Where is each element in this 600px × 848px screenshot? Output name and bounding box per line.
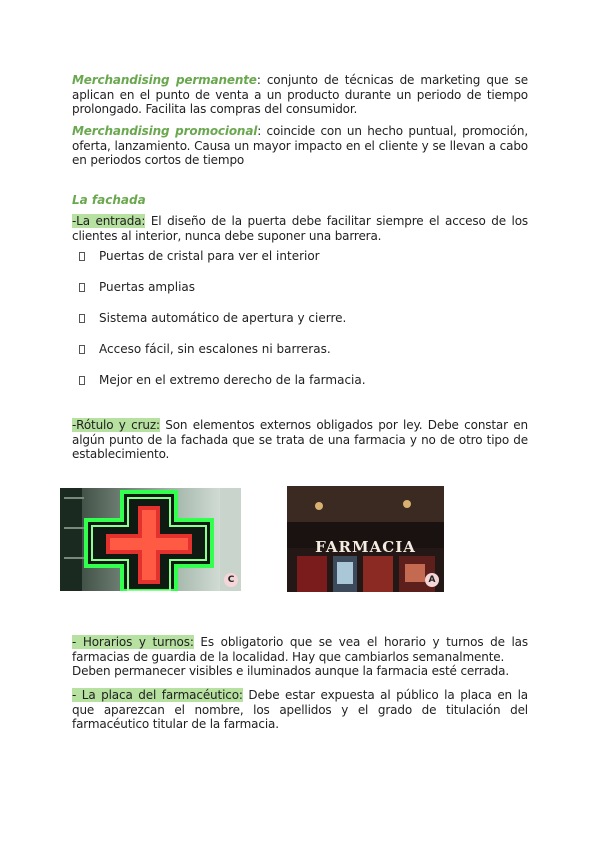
list-item-text: Mejor en el extremo derecho de la farmacia.: [99, 373, 366, 387]
bullet-box-icon: [79, 345, 85, 354]
horarios-text: Es obligatorio que se vea el horario y turnos de las farmacias de guardia de la localidad. Hay que cambiarlos semanalmente.: [72, 635, 528, 664]
merch-promocional-paragraph: [72, 124, 528, 168]
photo-label-a: A: [425, 573, 439, 587]
horarios-paragraph: [72, 635, 528, 679]
photo-label-c: C: [224, 573, 238, 587]
entrada-text: El diseño de la puerta debe facilitar siempre el acceso de los clientes al interior, nunca debe suponer una barrera.: [72, 214, 528, 243]
horarios-text-2: Deben permanecer visibles e iluminados aunque la farmacia esté cerrada.: [72, 664, 510, 678]
placa-text: Debe estar expuesta al público la placa en la que aparezcan el nombre, los apellidos y el grado de titulación del farmacéutico titular de la farmacia.: [72, 688, 529, 731]
merch-permanente-paragraph: [72, 73, 528, 117]
term-permanente: Merchandising permanente: [72, 73, 257, 87]
bullet-box-icon: [79, 314, 85, 323]
list-item: [79, 373, 366, 387]
rotulo-paragraph: [72, 418, 528, 462]
farmacia-sign-photo: [287, 486, 444, 592]
promocional-definition: : coincide con un hecho puntual, promoción, oferta, lanzamiento. Causa un mayor impacto en el cliente y se llevan a cabo en periodos cortos de tiempo: [72, 124, 529, 167]
permanente-definition: : conjunto de técnicas de marketing que se aplican en el punto de venta a un producto durante un periodo de tiempo prolongado. Facilita las compras del consumidor.: [72, 73, 529, 116]
list-item-text: Puertas de cristal para ver el interior: [99, 249, 320, 263]
pharmacy-cross-photo: [60, 488, 241, 591]
bullet-box-icon: [79, 283, 85, 292]
placa-label: - La placa del farmacéutico:: [72, 688, 243, 702]
list-item: [79, 249, 320, 263]
list-item-text: Sistema automático de apertura y cierre.: [99, 311, 347, 325]
list-item: [79, 311, 346, 325]
bullet-box-icon: [79, 376, 85, 385]
list-item: [79, 280, 195, 294]
bullet-box-icon: [79, 252, 85, 261]
entrada-label: -La entrada:: [72, 214, 146, 228]
horarios-label: - Horarios y turnos:: [72, 635, 194, 649]
neon-cross-icon: [60, 488, 241, 591]
list-item: [79, 342, 331, 356]
rotulo-label: -Rótulo y cruz:: [72, 418, 160, 432]
rotulo-text: Son elementos externos obligados por ley. Debe constar en algún punto de la fachada que se trata de una farmacia y no de otro tipo de establecimiento.: [72, 418, 528, 461]
section-title-fachada: La fachada: [72, 193, 146, 207]
entrada-paragraph: [72, 214, 528, 243]
placa-paragraph: [72, 688, 528, 732]
farmacia-sign-text: FARMACIA: [315, 538, 416, 556]
term-promocional: Merchandising promocional: [72, 124, 258, 138]
list-item-text: Puertas amplias: [99, 280, 196, 294]
list-item-text: Acceso fácil, sin escalones ni barreras.: [99, 342, 331, 356]
